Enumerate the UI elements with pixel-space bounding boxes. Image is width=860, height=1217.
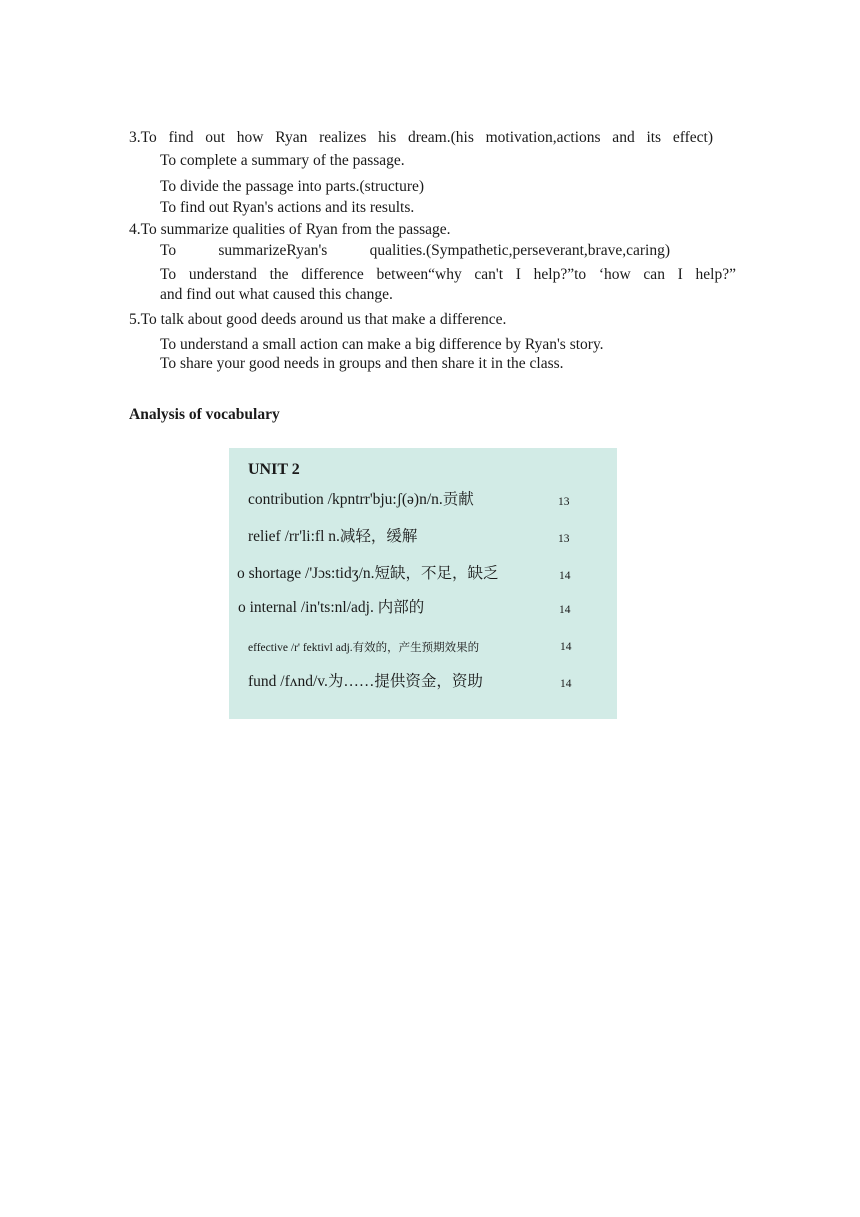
vocab-page-number: 13	[558, 533, 570, 545]
vocab-page-number: 13	[558, 496, 570, 508]
objective-sub-item: and find out what caused this change.	[160, 286, 393, 303]
objective-heading: 5.To talk about good deeds around us that make a difference.	[129, 311, 507, 328]
objective-sub-item: To divide the passage into parts.(structure)	[160, 178, 425, 195]
vocab-entry: relief /rr'li:fl n.减轻，缓解	[248, 528, 418, 545]
vocab-page-number: 14	[559, 570, 571, 582]
vocab-entry: fund /fʌnd/v.为……提供资金，资助	[248, 673, 483, 690]
vocab-entry: o internal /in'ts:nl/adj. 内部的	[238, 599, 425, 616]
vocab-page-number: 14	[560, 678, 572, 690]
unit-title: UNIT 2	[248, 461, 300, 478]
objective-heading: 3.To find out how Ryan realizes his dream.(his motivation,actions and its effect)	[129, 129, 713, 146]
vocabulary-box	[229, 448, 617, 719]
vocab-entry: o shortage /'Jɔs:tidʒ/n.短缺，不足，缺乏	[237, 565, 499, 582]
vocab-page-number: 14	[560, 641, 572, 653]
vocab-page-number: 14	[559, 604, 571, 616]
objective-sub-item: To complete a summary of the passage.	[160, 152, 405, 169]
objective-sub-item: To summarizeRyan's qualities.(Sympathetic,perseverant,brave,caring)	[160, 242, 670, 259]
vocab-entry: contribution /kpntrr'bju:ʃ(ə)n/n.贡献	[248, 491, 474, 508]
objective-sub-item: To understand a small action can make a big difference by Ryan's story.	[160, 336, 604, 353]
objective-sub-item: To find out Ryan's actions and its results.	[160, 199, 415, 216]
objective-sub-item: To share your good needs in groups and then share it in the class.	[160, 355, 564, 372]
vocab-entry: effective /r' fektivl adj.有效的，产生预期效果的	[248, 642, 480, 654]
objective-heading: 4.To summarize qualities of Ryan from the passage.	[129, 221, 451, 238]
vocabulary-heading: Analysis of vocabulary	[129, 406, 280, 423]
objective-sub-item: To understand the difference between“why can't I help?”to ‘how can I help?”	[160, 266, 736, 283]
